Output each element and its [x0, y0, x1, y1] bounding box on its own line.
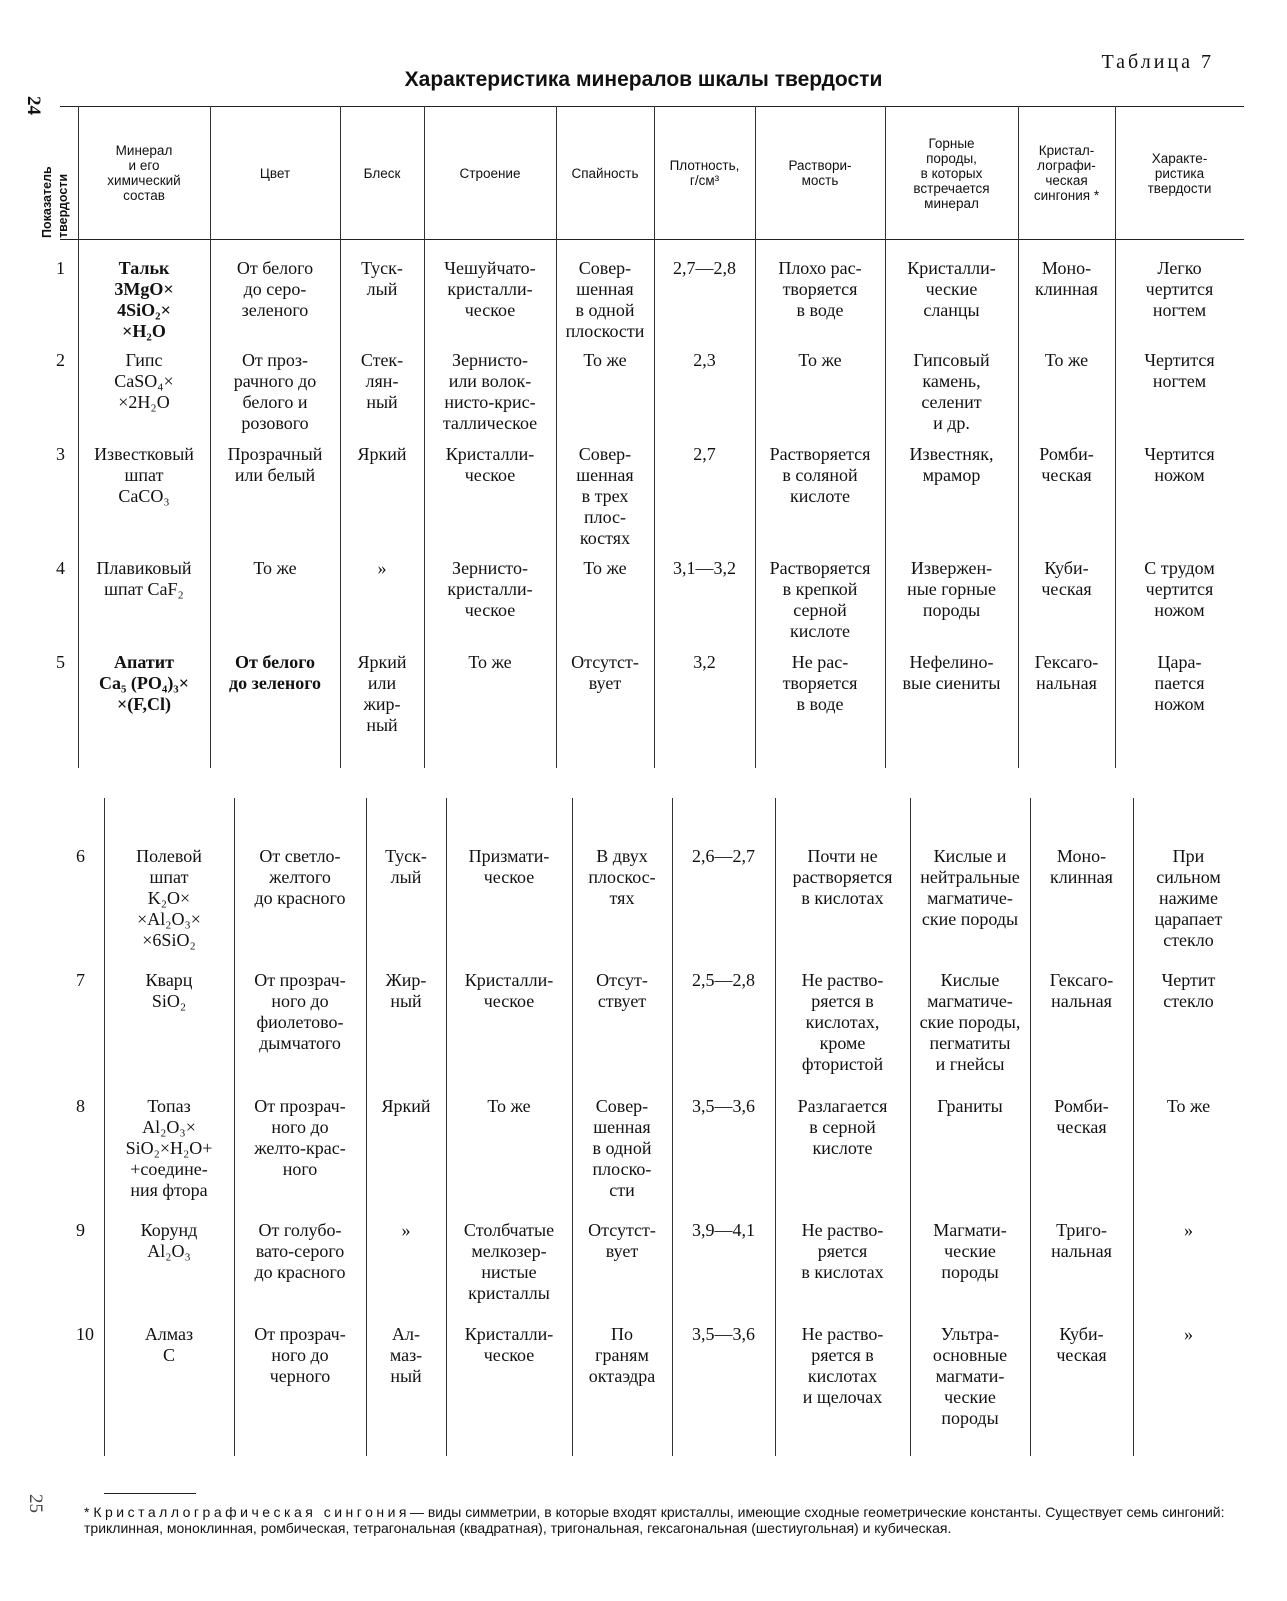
cell-system: Куби- ческая [1056, 1324, 1107, 1365]
cell-system: Моно- клинная [1035, 258, 1098, 299]
cell-rocks: Кристалли- ческие сланцы [907, 258, 996, 320]
cell-luster: Туск- лый [385, 846, 427, 887]
cell-mineral: Тальк 3MgO× 4SiO₂× ×H₂O [114, 258, 174, 341]
row-hardness-number: 5 [56, 652, 65, 672]
row-hardness-number: 6 [76, 846, 85, 866]
cell-solubility: То же [798, 350, 842, 370]
cell-mineral: Алмаз C [144, 1324, 194, 1365]
cell-cleavage: Совер- шенная в трех плос- костях [576, 444, 634, 548]
cell-solubility: Растворяется в крепкой серной кислоте [769, 558, 871, 641]
cell-hardness_desc: Цара- пается ножом [1154, 652, 1205, 714]
cell-solubility: Разлагается в серной кислоте [797, 1096, 888, 1158]
cell-hardness_desc: То же [1166, 1096, 1211, 1116]
cell-rocks: Извержен- ные горные породы [907, 558, 996, 620]
cell-luster: » [377, 558, 387, 578]
row-hardness-number: 8 [76, 1096, 85, 1116]
cell-solubility: Не раство- ряется в кислотах [801, 1220, 884, 1282]
cell-rocks: Нефелино- вые сиениты [902, 652, 1001, 693]
cell-cleavage: Отсут- ствует [596, 970, 648, 1011]
row-hardness-number: 4 [56, 558, 65, 578]
cell-luster: Яркий [381, 1096, 431, 1116]
cell-color: От прозрач- ного до черного [254, 1324, 346, 1386]
hardness-header-line1: Показатель [40, 166, 54, 238]
cell-density: 2,7 [693, 444, 716, 464]
cell-hardness_desc: Чертится ножом [1144, 444, 1215, 485]
cell-solubility: Почти не растворяется в кислотах [792, 846, 893, 908]
cell-mineral: Кварц SiO₂ [145, 970, 193, 1011]
row-hardness-number: 1 [56, 258, 65, 278]
cell-mineral: Известковый шпат CaCO₃ [94, 444, 194, 506]
cell-cleavage: Совер- шенная в одной плоскости [565, 258, 645, 341]
cell-solubility: Не раство- ряется в кислотах, кроме фтористой [801, 970, 884, 1074]
cell-color: От светло- желтого до красного [254, 846, 346, 908]
page-number-bottom: 25 [25, 1494, 46, 1513]
cell-rocks: Граниты [937, 1096, 1003, 1116]
cell-mineral: Топаз Al₂O₃× SiO₂×H₂O+ +соедине- ния фтора [125, 1096, 213, 1200]
cell-rocks: Ультра- основные магмати- ческие породы [932, 1324, 1008, 1428]
cell-system: Триго- нальная [1051, 1220, 1112, 1261]
cell-cleavage: То же [583, 350, 627, 370]
footnote [84, 1504, 1264, 1536]
cell-hardness_desc: Чертит стекло [1161, 970, 1216, 1011]
footnote-term: Кристаллографическая сингония [93, 1504, 410, 1520]
cell-rocks: Магмати- ческие породы [933, 1220, 1007, 1282]
cell-structure: Зернисто- или волок- нисто-крис- таллическое [442, 350, 538, 433]
cell-structure: Столбчатые мелкозер- нистые кристаллы [463, 1220, 555, 1303]
column-divider-bottom [672, 798, 673, 1456]
table-label: Таблица 7 [1101, 51, 1214, 73]
cell-system: Куби- ческая [1041, 558, 1092, 599]
hardness-header-line2: твердости [56, 173, 70, 238]
cell-cleavage: Отсутст- вует [571, 652, 639, 693]
cell-luster: Жир- ный [385, 970, 427, 1011]
cell-structure: Зернисто- кристалли- ческое [447, 558, 533, 620]
cell-structure: То же [468, 652, 512, 672]
cell-luster: Яркий [357, 444, 407, 464]
footnote-text: — виды симметрии, в которые входят кристаллы, имеющие сходные геометрические константы. Существует семь сингоний: триклинная, моноклинная, ромбическая, тетрагональная (квадратная), тригональная, гексагональная (шестиугольная) и кубическая. [84, 1504, 1225, 1536]
cell-hardness_desc: Легко чертится ногтем [1145, 258, 1214, 320]
cell-cleavage: По граням октаэдра [588, 1324, 656, 1386]
cell-mineral: Апатит Ca₅ (PO₄)₃× ×(F,Cl) [99, 652, 189, 714]
cell-color: От белого до зеленого [228, 652, 321, 693]
column-header-system: Кристал- лографи- ческая сингония * [1033, 143, 1100, 203]
cell-mineral: Плавиковый шпат CaF₂ [96, 558, 192, 599]
column-header-rocks: Горные породы, в которых встречается минерал [913, 135, 990, 211]
cell-density: 2,3 [693, 350, 716, 370]
cell-system: Гексаго- нальная [1034, 652, 1099, 693]
cell-system: Ромби- ческая [1039, 444, 1094, 485]
column-header-cleavage: Спайность [571, 165, 639, 181]
header-bottom-rule [60, 239, 1244, 240]
footnote-marker: * [84, 1504, 90, 1520]
cell-cleavage: Совер- шенная в одной плоско- сти [592, 1096, 652, 1200]
cell-hardness_desc: » [1184, 1220, 1193, 1240]
cell-system: То же [1044, 350, 1089, 370]
cell-cleavage: То же [583, 558, 627, 578]
column-header-color: Цвет [259, 165, 291, 181]
cell-color: То же [253, 558, 297, 578]
cell-density: 3,2 [693, 652, 716, 672]
cell-density: 3,5—3,6 [692, 1324, 755, 1344]
cell-structure: Призмати- ческое [468, 846, 550, 887]
cell-luster: » [401, 1220, 411, 1240]
cell-hardness_desc: С трудом чертится ножом [1144, 558, 1215, 620]
column-header-luster: Блеск [363, 165, 401, 181]
cell-color: Прозрачный или белый [227, 444, 323, 485]
cell-color: От белого до серо- зеленого [236, 258, 314, 320]
cell-density: 2,7—2,8 [673, 258, 736, 278]
cell-structure: Кристалли- ческое [445, 444, 535, 485]
cell-luster: Стек- лян- ный [360, 350, 404, 412]
column-header-mineral: Минерал и его химический состав [107, 143, 181, 203]
row-hardness-number: 10 [76, 1324, 94, 1344]
cell-mineral: Гипс CaSO₄× ×2H₂O [114, 350, 174, 412]
cell-solubility: Растворяется в соляной кислоте [769, 444, 871, 506]
cell-density: 3,9—4,1 [692, 1220, 755, 1240]
page-number-top: 24 [23, 96, 44, 115]
cell-cleavage: В двух плоскос- тях [588, 846, 656, 908]
cell-solubility: Не рас- творяется в воде [782, 652, 858, 714]
cell-system: Гексаго- нальная [1049, 970, 1114, 1011]
footnote-rule [104, 1493, 196, 1494]
cell-density: 3,1—3,2 [673, 558, 736, 578]
cell-luster: Ал- маз- ный [389, 1324, 423, 1386]
row-hardness-number: 9 [76, 1220, 85, 1240]
cell-solubility: Плохо рас- творяется в воде [778, 258, 862, 320]
cell-solubility: Не раство- ряется в кислотах и щелочах [801, 1324, 884, 1407]
column-header-hardness_desc: Характе- ристика твердости [1147, 150, 1212, 196]
cell-color: От проз- рачного до белого и розового [233, 350, 317, 433]
cell-hardness_desc: Чертится ногтем [1144, 350, 1215, 391]
cell-luster: Яркий или жир- ный [357, 652, 407, 735]
cell-rocks: Гипсовый камень, селенит и др. [913, 350, 990, 433]
row-hardness-number: 2 [56, 350, 65, 370]
column-header-density: Плотность, г/см³ [669, 158, 740, 188]
cell-luster: Туск- лый [361, 258, 403, 299]
cell-color: От прозрач- ного до фиолетово- дымчатого [254, 970, 346, 1053]
cell-rocks: Кислые и нейтральные магматиче- ские породы [920, 846, 1020, 929]
cell-mineral: Корунд Al₂O₃ [140, 1220, 198, 1261]
cell-rocks: Известняк, мрамор [909, 444, 994, 485]
cell-rocks: Кислые магматиче- ские породы, пегматиты и гнейсы [919, 970, 1021, 1074]
header-top-rule [60, 106, 1244, 107]
row-hardness-number: 7 [76, 970, 85, 990]
cell-color: От прозрач- ного до желто-крас- ного [254, 1096, 346, 1179]
cell-structure: Кристалли- ческое [464, 1324, 554, 1365]
cell-system: Моно- клинная [1050, 846, 1113, 887]
cell-system: Ромби- ческая [1054, 1096, 1109, 1137]
table-title: Характеристика минералов шкалы твердости [404, 68, 883, 91]
column-header-solubility: Раствори- мость [788, 158, 852, 188]
cell-color: От голубо- вато-серого до красного [254, 1220, 346, 1282]
cell-hardness_desc: При сильном нажиме царапает стекло [1154, 846, 1223, 950]
cell-cleavage: Отсутст- вует [588, 1220, 656, 1261]
row-hardness-number: 3 [56, 444, 65, 464]
cell-density: 3,5—3,6 [692, 1096, 755, 1116]
cell-density: 2,5—2,8 [692, 970, 755, 990]
cell-structure: То же [487, 1096, 531, 1116]
cell-structure: Кристалли- ческое [464, 970, 554, 1011]
cell-mineral: Полевой шпат K₂O× ×Al₂O₃× ×6SiO₂ [136, 846, 202, 950]
cell-hardness_desc: » [1184, 1324, 1193, 1344]
cell-density: 2,6—2,7 [692, 846, 755, 866]
column-header-structure: Строение [459, 165, 521, 181]
cell-structure: Чешуйчато- кристалли- ческое [444, 258, 536, 320]
column-header-hardness [38, 142, 78, 238]
